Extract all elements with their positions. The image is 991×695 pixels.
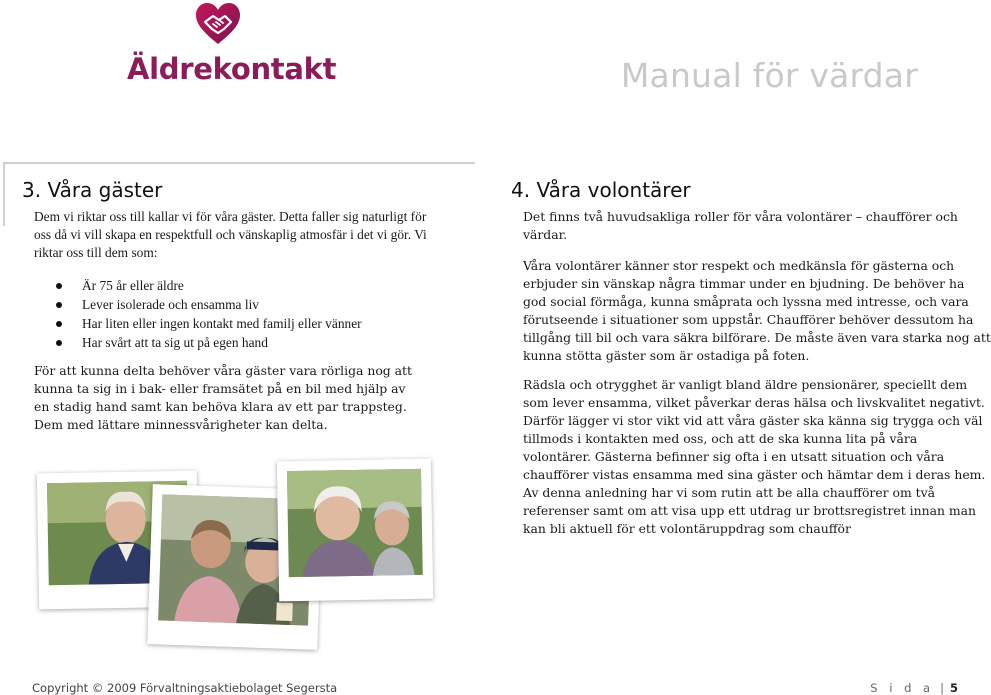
- volunteers-roles-text: Det finns två huvudsakliga roller för våra volontärer – chaufförer och värdar.: [523, 209, 958, 242]
- page-label: S i d a: [870, 681, 935, 695]
- guest-criteria-list: [34, 276, 362, 352]
- section-heading-guests: 3. Våra gäster: [22, 178, 163, 202]
- list-item: Är 75 år eller äldre: [34, 276, 362, 295]
- guests-body-text: För att kunna delta behöver våra gäster vara rörliga nog att kunna ta sig in i bak- eller framsätet på en bil med hjälp av en stadig hand samt kan behöva klara av ett par trappsteg. Dem med lättare minnessvårigheter kan delta.: [34, 363, 412, 432]
- list-item: Har svårt att ta sig ut på egen hand: [34, 333, 362, 352]
- guests-intro-text: Dem vi riktar oss till kallar vi för våra gäster. Detta faller sig naturligt för oss då vi vill skapa en respektfull och vänskaplig atmosfär i det vi gör. Vi riktar oss till dem som:: [34, 209, 427, 260]
- list-item: Har liten eller ingen kontakt med familj eller vänner: [34, 314, 362, 333]
- section-heading-volunteers: 4. Våra volontärer: [511, 178, 691, 202]
- manual-title: Manual för värdar: [620, 56, 918, 95]
- heart-handshake-logo-icon: [195, 2, 241, 46]
- volunteers-qualities-text: Våra volontärer känner stor respekt och medkänsla för gästerna och erbjuder sin vänskap några timmar under en bjudning. De behöver ha god social förmåga, kunna småprata och lyssna med intresse, och vara förutseende i situationer som uppstår. Chaufförer behöver dessutom ha tillgång till bil och vara säkra bilförare. De måste även vara starka nog att kunna stötta gäster som är ostadiga på foten.: [523, 258, 991, 363]
- volunteers-safety-text: Rädsla och otrygghet är vanligt bland äldre pensionärer, speciellt dem som lever ensamma, vilket påverkar deras hälsa och livskvalitet negativt. Därför lägger vi stor vikt vid att våra gäster ska känna sig trygga och väl tillmods i kontakten med oss, och att de ska kunna lita på våra volontärer. Gästerna befinner sig ofta i en utsatt situation och våra chaufförer vistas ensamma med sina gäster och hämtar dem i deras hem. Av denna anledning har vi som rutin att be alla chaufförer om två referenser samt om att visa upp ett utdrag ur brottsregistret innan man kan bli aktuell för ett volontäruppdrag som chaufför: [523, 377, 986, 536]
- bullet-icon: [56, 340, 62, 346]
- list-item: Lever isolerade och ensamma liv: [34, 295, 362, 314]
- bullet-icon: [56, 302, 62, 308]
- bullet-icon: [56, 283, 62, 289]
- women-portrait-image: [287, 469, 423, 577]
- bullet-icon: [56, 321, 62, 327]
- page-number-value: 5: [949, 681, 958, 695]
- photo-image: [287, 469, 423, 577]
- brand-logo-text: Äldrekontakt: [127, 52, 337, 86]
- page-number: S i d a | 5: [870, 681, 958, 695]
- photo-smiling-women: [277, 459, 433, 602]
- copyright-footer: Copyright © 2009 Förvaltningsaktiebolaget Segersta: [32, 681, 338, 695]
